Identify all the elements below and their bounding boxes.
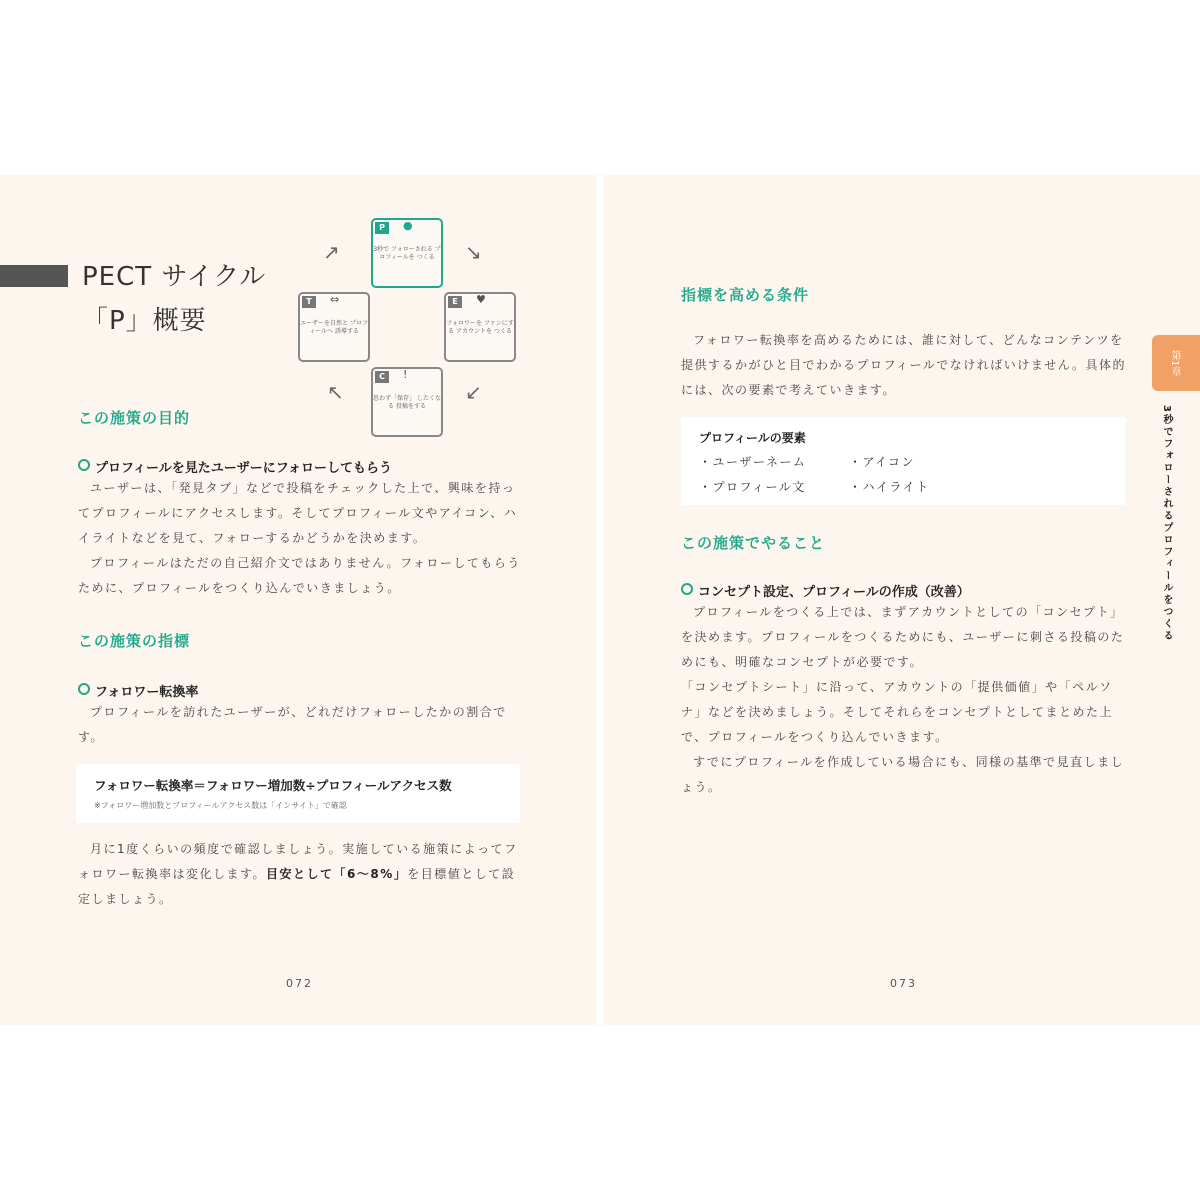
card-text: フォロワーを ファンにする アカウントを つくる xyxy=(446,320,514,335)
page-number: 073 xyxy=(890,977,917,990)
section-heading: この施策の目的 xyxy=(78,409,191,427)
section-conditions xyxy=(681,328,1127,505)
title-line-2: 「P」概要 xyxy=(82,306,207,336)
box-title: プロフィールの要素 xyxy=(699,431,806,445)
list-item: ・アイコン xyxy=(849,455,915,469)
title-bar-decoration xyxy=(0,265,68,287)
target-value: 目安として「6〜8%」 xyxy=(266,867,408,881)
card-letter: E xyxy=(448,296,462,308)
title-line-1: PECT サイクル xyxy=(82,262,267,292)
paragraph: プロフィールをつくる上では、まずアカウントとしての「コンセプト」を決めます。プロフィールをつくるためにも、ユーザーに刺さる投稿のためにも、明確なコンセプトが必要です。 xyxy=(681,605,1125,669)
paragraph: すでにプロフィールを作成している場合にも、同様の基準で見直しましょう。 xyxy=(681,755,1125,794)
formula: フォロワー転換率＝フォロワー増加数÷プロフィールアクセス数 xyxy=(94,778,452,793)
pect-cycle-diagram xyxy=(295,215,525,440)
section-actions xyxy=(681,581,1127,800)
formula-note: ※フォロワー増加数とプロフィールアクセス数は「インサイト」で確認 xyxy=(94,801,347,810)
card-c xyxy=(371,367,443,437)
paragraph: を目標値として設定しましょう。 xyxy=(78,867,516,906)
subheading: プロフィールを見たユーザーにフォローしてもらう xyxy=(78,457,524,476)
cycle-arrow-icon: ↗ xyxy=(323,240,340,264)
formula-box xyxy=(76,764,520,823)
section-metric xyxy=(78,681,524,912)
card-text: ユーザーを自然と プロフィールへ 誘導する xyxy=(300,320,368,335)
card-p xyxy=(371,218,443,288)
user-icon: ● xyxy=(403,219,413,232)
section-heading: この施策でやること xyxy=(681,534,826,552)
subheading: フォロワー転換率 xyxy=(78,681,524,700)
card-text: 3秒で フォローされる プロフィールを つくる xyxy=(373,246,441,261)
exclamation-icon: ! xyxy=(403,368,408,381)
card-letter: P xyxy=(375,222,389,234)
chapter-tab[interactable]: 第1章 xyxy=(1152,335,1200,391)
subheading: コンセプト設定、プロフィールの作成（改善） xyxy=(681,581,1127,600)
section-heading: 指標を高める条件 xyxy=(681,286,810,304)
list-item: ・プロフィール文 xyxy=(699,480,806,494)
chapter-title: 3秒でフォローされるプロフィールをつくる xyxy=(1161,405,1172,642)
paragraph: 「コンセプトシート」に沿って、アカウントの「提供価値」や「ペルソナ」などを決めましょう。そしてそれらをコンセプトとしてまとめた上で、プロフィールをつくり込んでいきます。 xyxy=(681,680,1114,744)
cycle-arrow-icon: ↖ xyxy=(327,380,344,404)
page-number: 072 xyxy=(286,977,313,990)
cycle-arrow-icon: ↙ xyxy=(465,380,482,404)
card-letter: C xyxy=(375,371,389,383)
card-e xyxy=(444,292,516,362)
left-page xyxy=(0,175,597,1025)
list-item: ・ハイライト xyxy=(849,480,930,494)
profile-elements-box xyxy=(681,417,1125,505)
link-icon: ⇔ xyxy=(330,293,340,306)
cycle-arrow-icon: ↘ xyxy=(465,240,482,264)
section-purpose xyxy=(78,457,524,601)
card-t xyxy=(298,292,370,362)
heart-icon: ♥ xyxy=(476,293,486,306)
paragraph: プロフィールを訪れたユーザーが、どれだけフォローしたかの割合です。 xyxy=(78,705,507,744)
section-heading: この施策の指標 xyxy=(78,632,191,650)
paragraph: フォロワー転換率を高めるためには、誰に対して、どんなコンテンツを提供するかがひと目でわかるプロフィールでなければいけません。具体的には、次の要素で考えていきます。 xyxy=(681,333,1127,397)
list-item: ・ユーザーネーム xyxy=(699,455,807,469)
paragraph: ユーザーは、「発見タブ」などで投稿をチェックした上で、興味を持ってプロフィールにアクセスします。そしてプロフィール文やアイコン、ハイライトなどを見て、フォローするかどうかを決めます。 xyxy=(78,481,518,545)
right-page xyxy=(603,175,1200,1025)
paragraph: プロフィールはただの自己紹介文ではありません。フォローしてもらうために、プロフィールをつくり込んでいきましょう。 xyxy=(78,556,521,595)
page-title xyxy=(82,255,266,343)
paragraph: 月に1度くらいの頻度で確認しましょう。実施している施策によってフォロワー転換率は変化します。 xyxy=(78,842,518,881)
card-text: 思わず「保存」 したくなる 投稿をする xyxy=(373,395,441,410)
card-letter: T xyxy=(302,296,316,308)
